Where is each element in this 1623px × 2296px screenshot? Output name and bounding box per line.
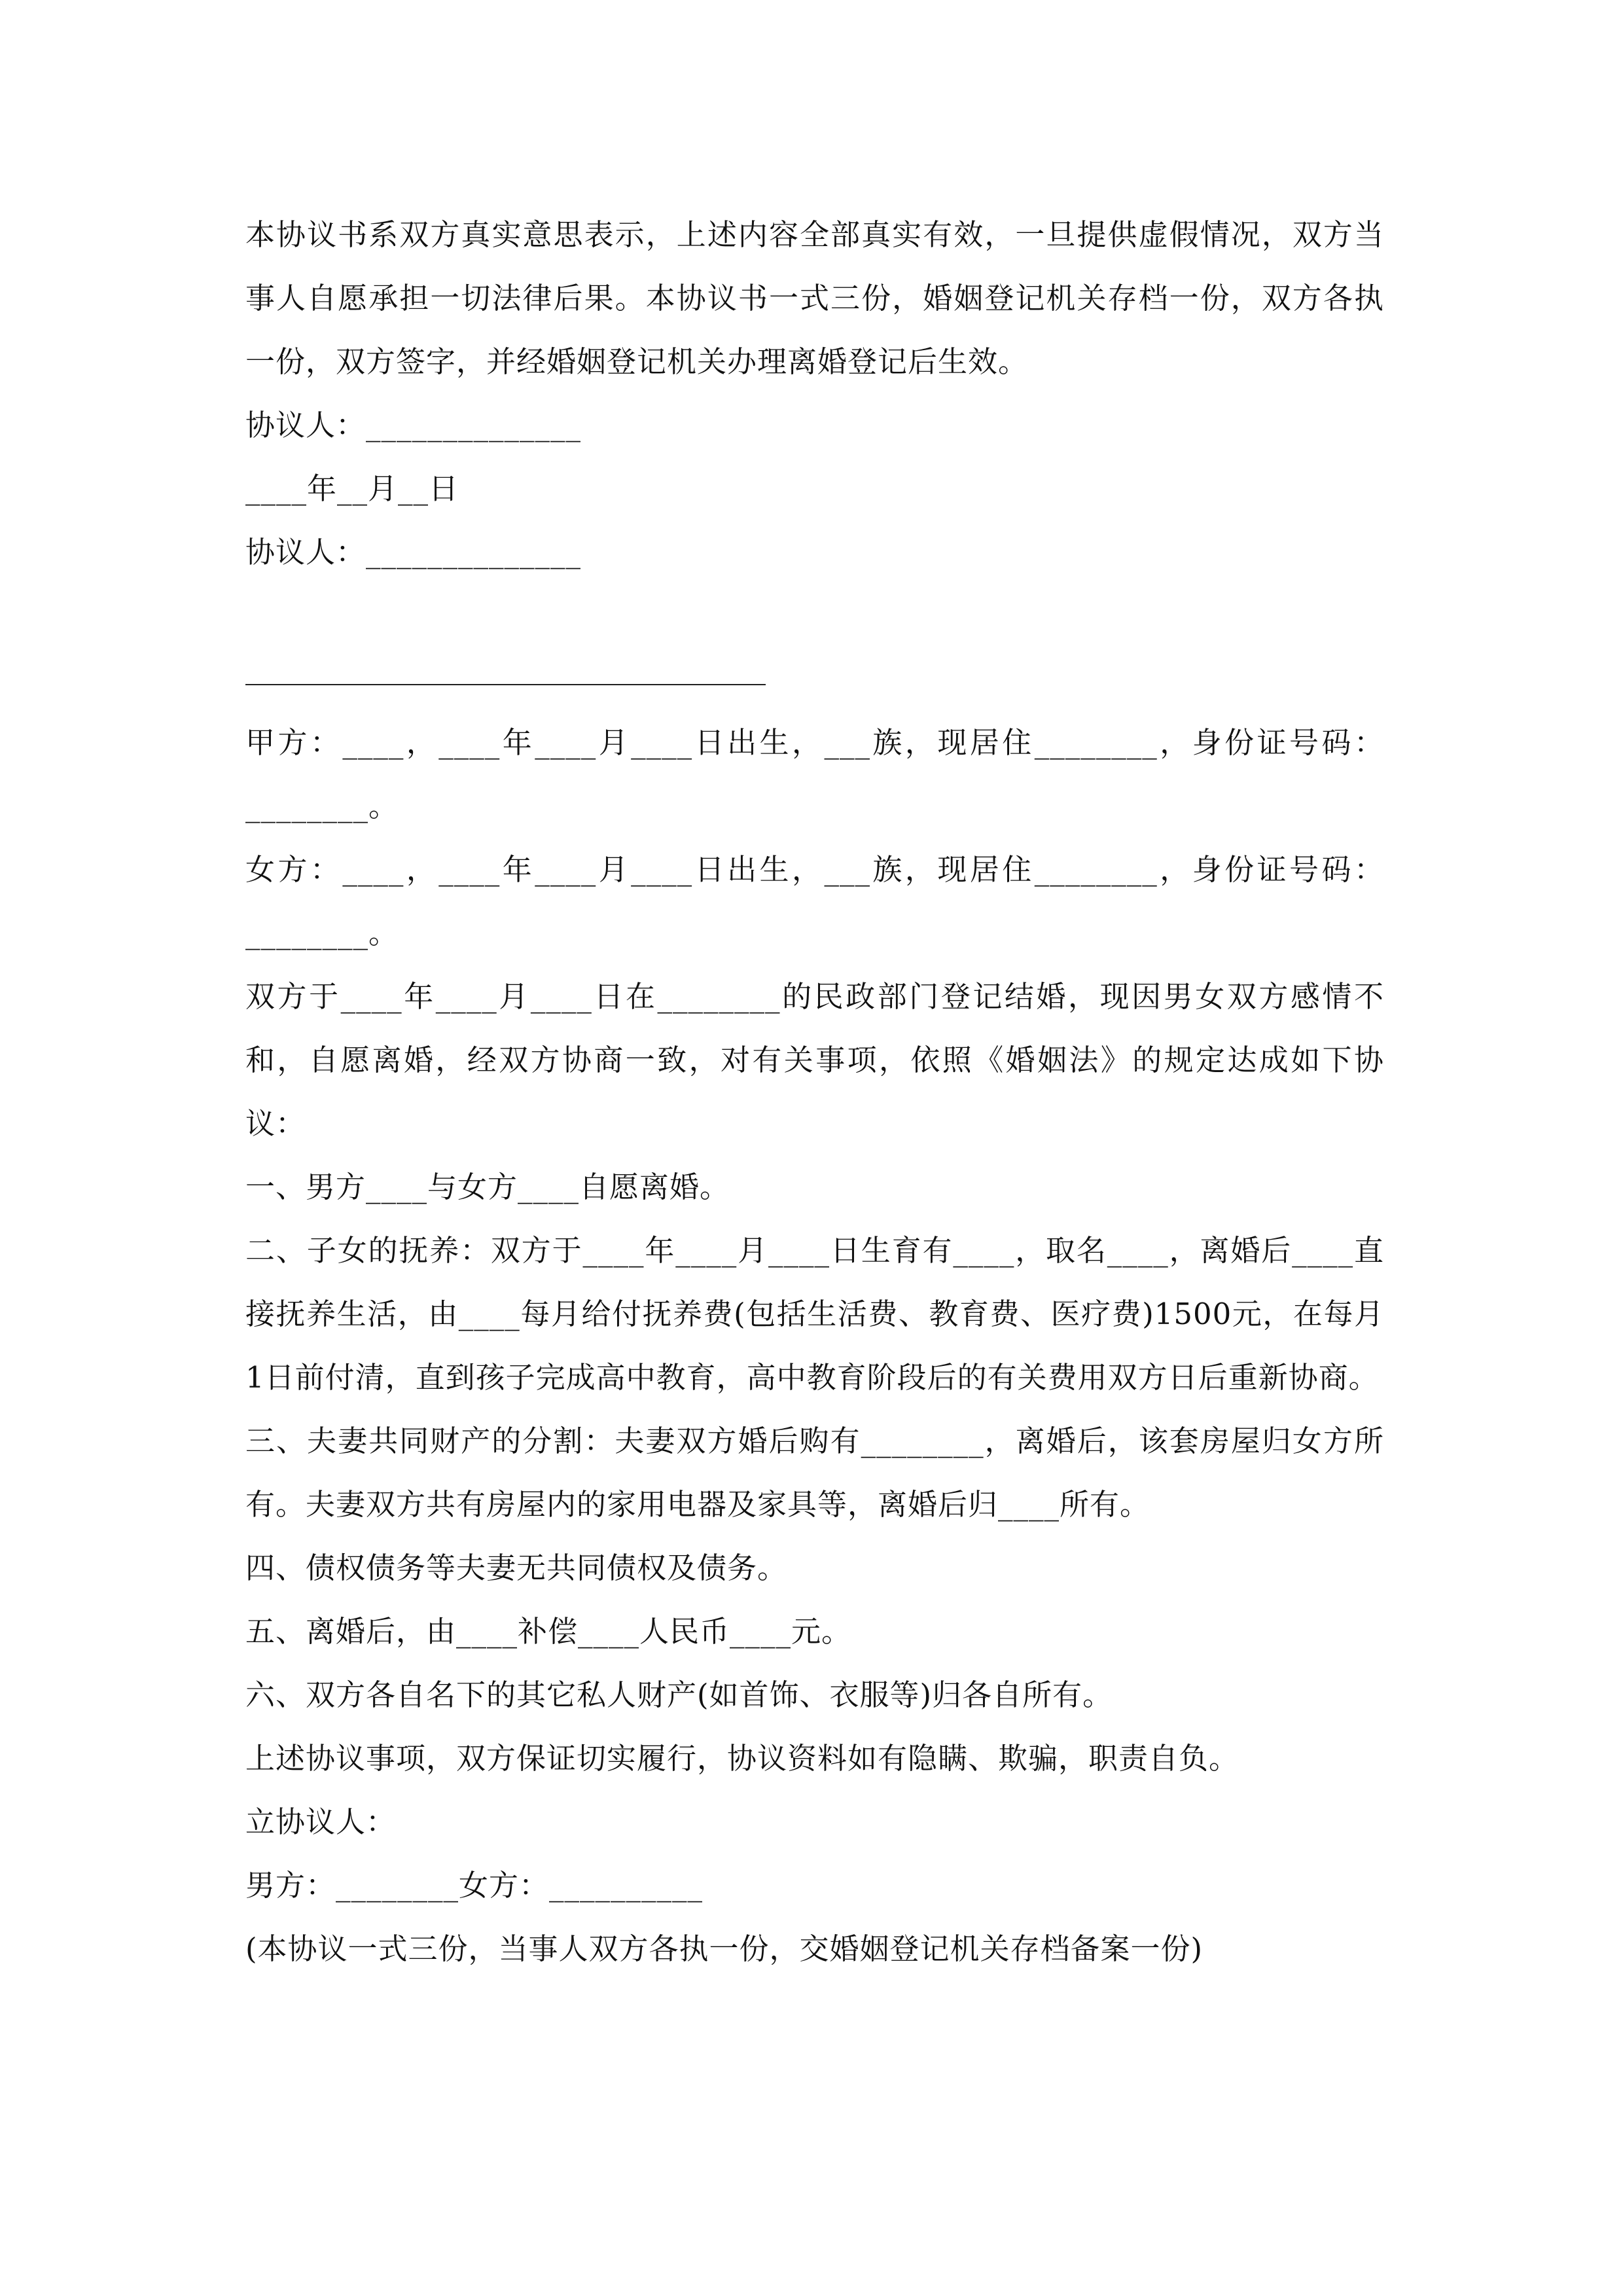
blank-gap bbox=[245, 584, 1384, 647]
party-b-info: 女方：____，____年____月____日出生，___族，现居住________，身份证号码：________。 bbox=[245, 852, 1384, 950]
validity-paragraph: 本协议书系双方真实意思表示，上述内容全部真实有效，一旦提供虚假情况，双方当事人自愿承担一切法律后果。本协议书一式三份，婚姻登记机关存档一份，双方各执一份，双方签字，并经婚姻登记机关办理离婚登记后生效。 bbox=[245, 217, 1384, 379]
party-a-info: 甲方：____，____年____月____日出生，___族，现居住________，身份证号码：________。 bbox=[245, 725, 1384, 823]
guarantee-paragraph: 上述协议事项，双方保证切实履行，协议资料如有隐瞒、欺骗，职责自负。 bbox=[245, 1741, 1240, 1776]
preamble-paragraph: 双方于____年____月____日在________的民政部门登记结婚，现因男女双方感情不和，自愿离婚，经双方协商一致，对有关事项，依照《婚姻法》的规定达成如下协议： bbox=[245, 979, 1384, 1141]
clause-5: 五、离婚后，由____补偿____人民币____元。 bbox=[245, 1614, 852, 1649]
clause-2: 二、子女的抚养：双方于____年____月____日生育有____，取名____，离婚后____直接抚养生活，由____每月给付抚养费(包括生活费、教育费、医疗费)1500元，在每月1日前付清，直到孩子完成高中教育，高中教育阶段后的有关费用双方日后重新协商。 bbox=[245, 1233, 1384, 1395]
clause-1: 一、男方____与女方____自愿离婚。 bbox=[245, 1170, 730, 1204]
date-line: ____年__月__日 bbox=[245, 471, 459, 506]
signer-line: 协议人：______________ bbox=[245, 408, 582, 442]
footnote: (本协议一式三份，当事人双方各执一份，交婚姻登记机关存档备案一份) bbox=[245, 1931, 1204, 1966]
signature-line: 男方：________女方：__________ bbox=[245, 1868, 704, 1903]
section-divider bbox=[245, 647, 1384, 711]
clause-6: 六、双方各自名下的其它私人财产(如首饰、衣服等)归各自所有。 bbox=[245, 1677, 1113, 1712]
clause-3: 三、夫妻共同财产的分割：夫妻双方婚后购有________，离婚后，该套房屋归女方所有。夫妻双方共有房屋内的家用电器及家具等，离婚后归____所有。 bbox=[245, 1424, 1384, 1522]
signers-heading: 立协议人： bbox=[245, 1804, 397, 1839]
document-body bbox=[245, 203, 1384, 1981]
divider-line bbox=[245, 684, 766, 685]
signer-line: 协议人：______________ bbox=[245, 535, 582, 569]
clause-4: 四、债权债务等夫妻无共同债权及债务。 bbox=[245, 1551, 788, 1585]
